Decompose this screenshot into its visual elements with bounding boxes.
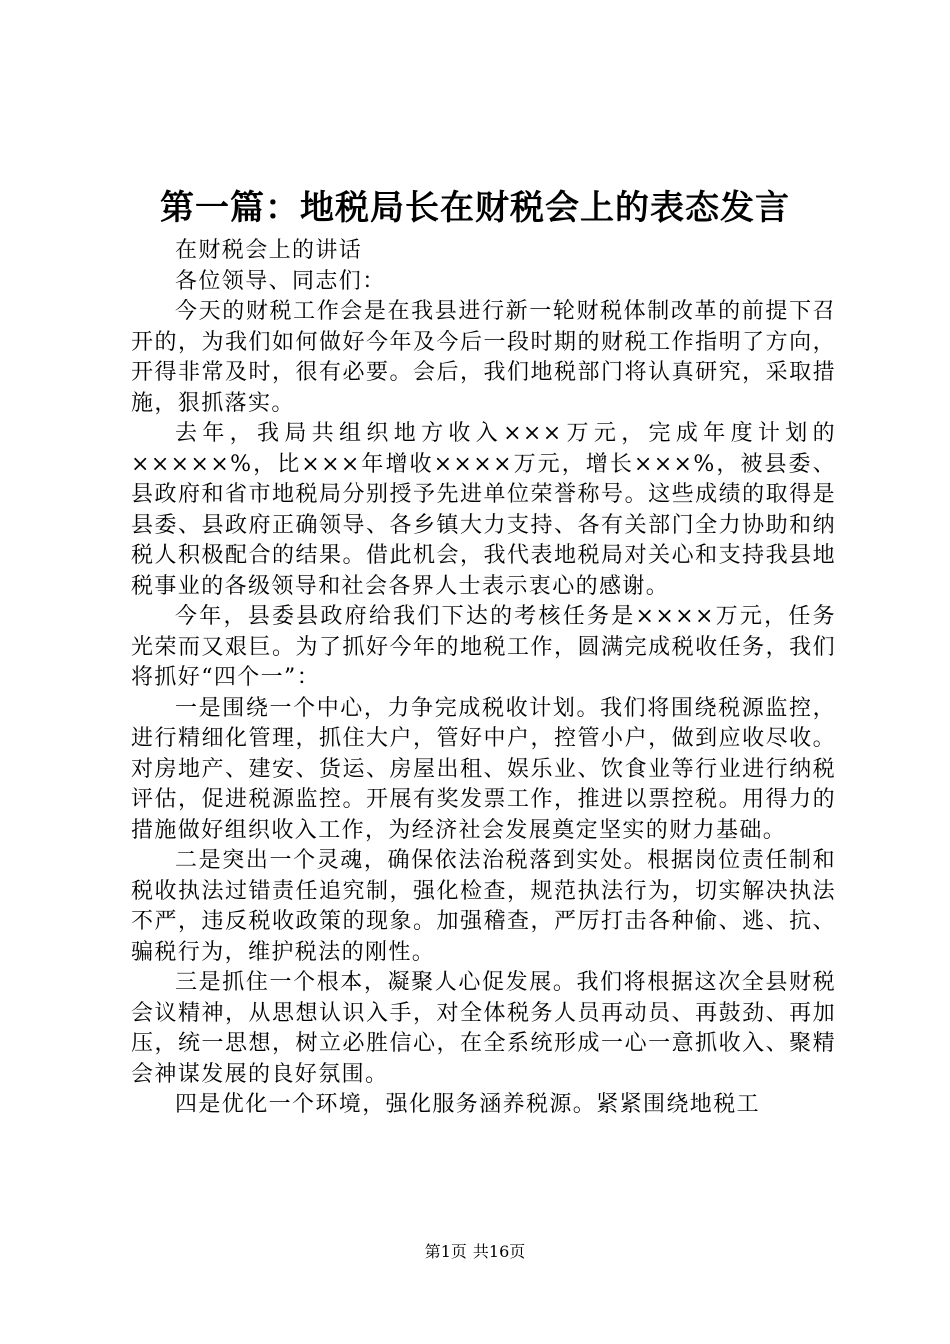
body-paragraph: 二是突出一个灵魂，确保依法治税落到实处。根据岗位责任制和税收执法过错责任追究制，强化检查，规范执法行为，切实解决执法不严，违反税收政策的现象。加强稽查，严厉打击各种偷、逃、抗、骗税行为，维护税法的刚性。	[131, 848, 836, 965]
document-title: 第一篇：地税局长在财税会上的表态发言	[160, 188, 790, 228]
body-paragraph: 三是抓住一个根本，凝聚人心促发展。我们将根据这次全县财税会议精神，从思想认识入手，对全体税务人员再动员、再鼓劲、再加压，统一思想，树立必胜信心，在全系统形成一心一意抓收入、聚精会神谋发展的良好氛围。	[131, 970, 836, 1087]
page-number: 第1页	[424, 1242, 467, 1261]
body-paragraph: 在财税会上的讲话	[175, 238, 363, 263]
body-paragraph: 去年，我局共组织地方收入×××万元，完成年度计划的×××××%，比×××年增收××××万元，增长×××%，被县委、县政府和省市地税局分别授予先进单位荣誉称号。这些成绩的取得是县委、县政府正确领导、各乡镇大力支持、各有关部门全力协助和纳税人积极配合的结果。借此机会，我代表地税局对关心和支持我县地税事业的各级领导和社会各界人士表示衷心的感谢。	[131, 421, 836, 599]
page-total: 共16页	[472, 1242, 526, 1261]
body-paragraph: 今年，县委县政府给我们下达的考核任务是××××万元，任务光荣而又艰巨。为了抓好今年的地税工作，圆满完成税收任务，我们将抓好“四个一”：	[131, 604, 836, 690]
body-paragraph: 一是围绕一个中心，力争完成税收计划。我们将围绕税源监控，进行精细化管理，抓住大户，管好中户，控管小户，做到应收尽收。对房地产、建安、货运、房屋出租、娱乐业、饮食业等行业进行纳税评估，促进税源监控。开展有奖发票工作，推进以票控税。用得力的措施做好组织收入工作，为经济社会发展奠定坚实的财力基础。	[131, 695, 836, 843]
page-footer	[0, 1240, 950, 1264]
body-paragraph: 四是优化一个环境，强化服务涵养税源。紧紧围绕地税工	[175, 1092, 761, 1117]
body-paragraph: 今天的财税工作会是在我县进行新一轮财税体制改革的前提下召开的，为我们如何做好今年及今后一段时期的财税工作指明了方向，开得非常及时，很有必要。会后，我们地税部门将认真研究，采取措施，狠抓落实。	[131, 299, 836, 416]
document-body	[131, 236, 836, 1121]
body-paragraph: 各位领导、同志们：	[175, 268, 386, 294]
